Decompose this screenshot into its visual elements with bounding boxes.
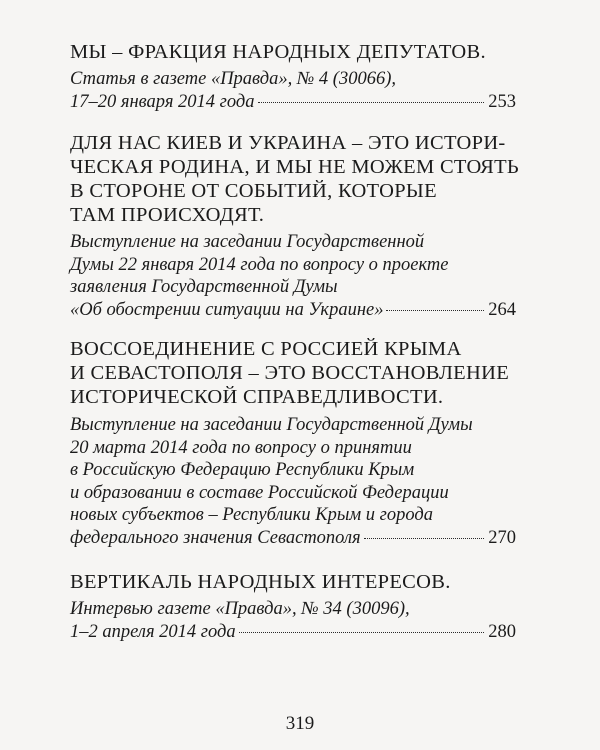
description-line: 20 марта 2014 года по вопросу о принятии [70, 437, 412, 458]
page-number: 270 [488, 527, 516, 548]
title-line: И СЕВАСТОПОЛЯ – ЭТО ВОССТАНОВЛЕНИЕ [70, 362, 510, 384]
title-line: ВОССОЕДИНЕНИЕ С РОССИЕЙ КРЫМА [70, 338, 462, 360]
toc-entry-description [70, 68, 516, 113]
dot-leader [239, 632, 485, 633]
title-line: ДЛЯ НАС КИЕВ И УКРАИНА – ЭТО ИСТОРИ- [70, 132, 506, 154]
description-line: федерального значения Севастополя [70, 527, 361, 548]
folio-page-number: 319 [285, 713, 315, 734]
description-line: Выступление на заседании Государственной [70, 232, 425, 252]
toc-entry-last-line [70, 527, 516, 550]
description-line: Статья в газете «Правда», № 4 (30066), [70, 69, 396, 89]
toc-entry [70, 131, 519, 321]
page-number: 253 [488, 91, 516, 112]
title-line: В СТОРОНЕ ОТ СОБЫТИЙ, КОТОРЫЕ [70, 180, 437, 202]
toc-entry-title [70, 131, 519, 227]
toc-entry-last-line [70, 621, 516, 644]
toc-entry [70, 40, 516, 113]
page-number: 264 [488, 299, 516, 320]
dot-leader [258, 102, 485, 103]
description-line: новых субъектов – Республики Крым и города [70, 505, 433, 525]
dot-leader [386, 310, 484, 311]
description-line: Выступление на заседании Государственной Думы [70, 415, 473, 435]
toc-entry-description [70, 414, 516, 549]
description-line: в Российскую Федерацию Республики Крым [70, 460, 415, 480]
title-line: ИСТОРИЧЕСКОЙ СПРАВЕДЛИВОСТИ. [70, 386, 444, 408]
toc-entry [70, 337, 516, 549]
dot-leader [364, 538, 485, 539]
description-line: заявления Государственной Думы [70, 277, 338, 297]
description-line: 17–20 января 2014 года [70, 91, 255, 112]
description-line: 1–2 апреля 2014 года [70, 621, 236, 642]
toc-entry-title [70, 40, 516, 64]
description-line: и образовании в составе Российской Федерации [70, 482, 449, 503]
toc-entry-description [70, 231, 516, 321]
toc-entry-last-line [70, 299, 516, 322]
description-line: «Об обострении ситуации на Украине» [70, 299, 384, 320]
description-line: Интервью газете «Правда», № 34 (30096), [70, 599, 410, 619]
title-line: ЧЕСКАЯ РОДИНА, И МЫ НЕ МОЖЕМ СТОЯТЬ [70, 156, 519, 178]
title-line: ТАМ ПРОИСХОДЯТ. [70, 204, 265, 226]
toc-entry-last-line [70, 91, 516, 114]
title-line: ВЕРТИКАЛЬ НАРОДНЫХ ИНТЕРЕСОВ. [70, 571, 451, 593]
title-line: МЫ – ФРАКЦИЯ НАРОДНЫХ ДЕПУТАТОВ. [70, 41, 486, 63]
toc-entry-title [70, 570, 516, 594]
description-line: Думы 22 января 2014 года по вопросу о проекте [70, 254, 449, 275]
toc-entry-description [70, 598, 516, 643]
page-number: 280 [488, 621, 516, 642]
toc-entry-title [70, 337, 516, 409]
toc-entry [70, 570, 516, 643]
